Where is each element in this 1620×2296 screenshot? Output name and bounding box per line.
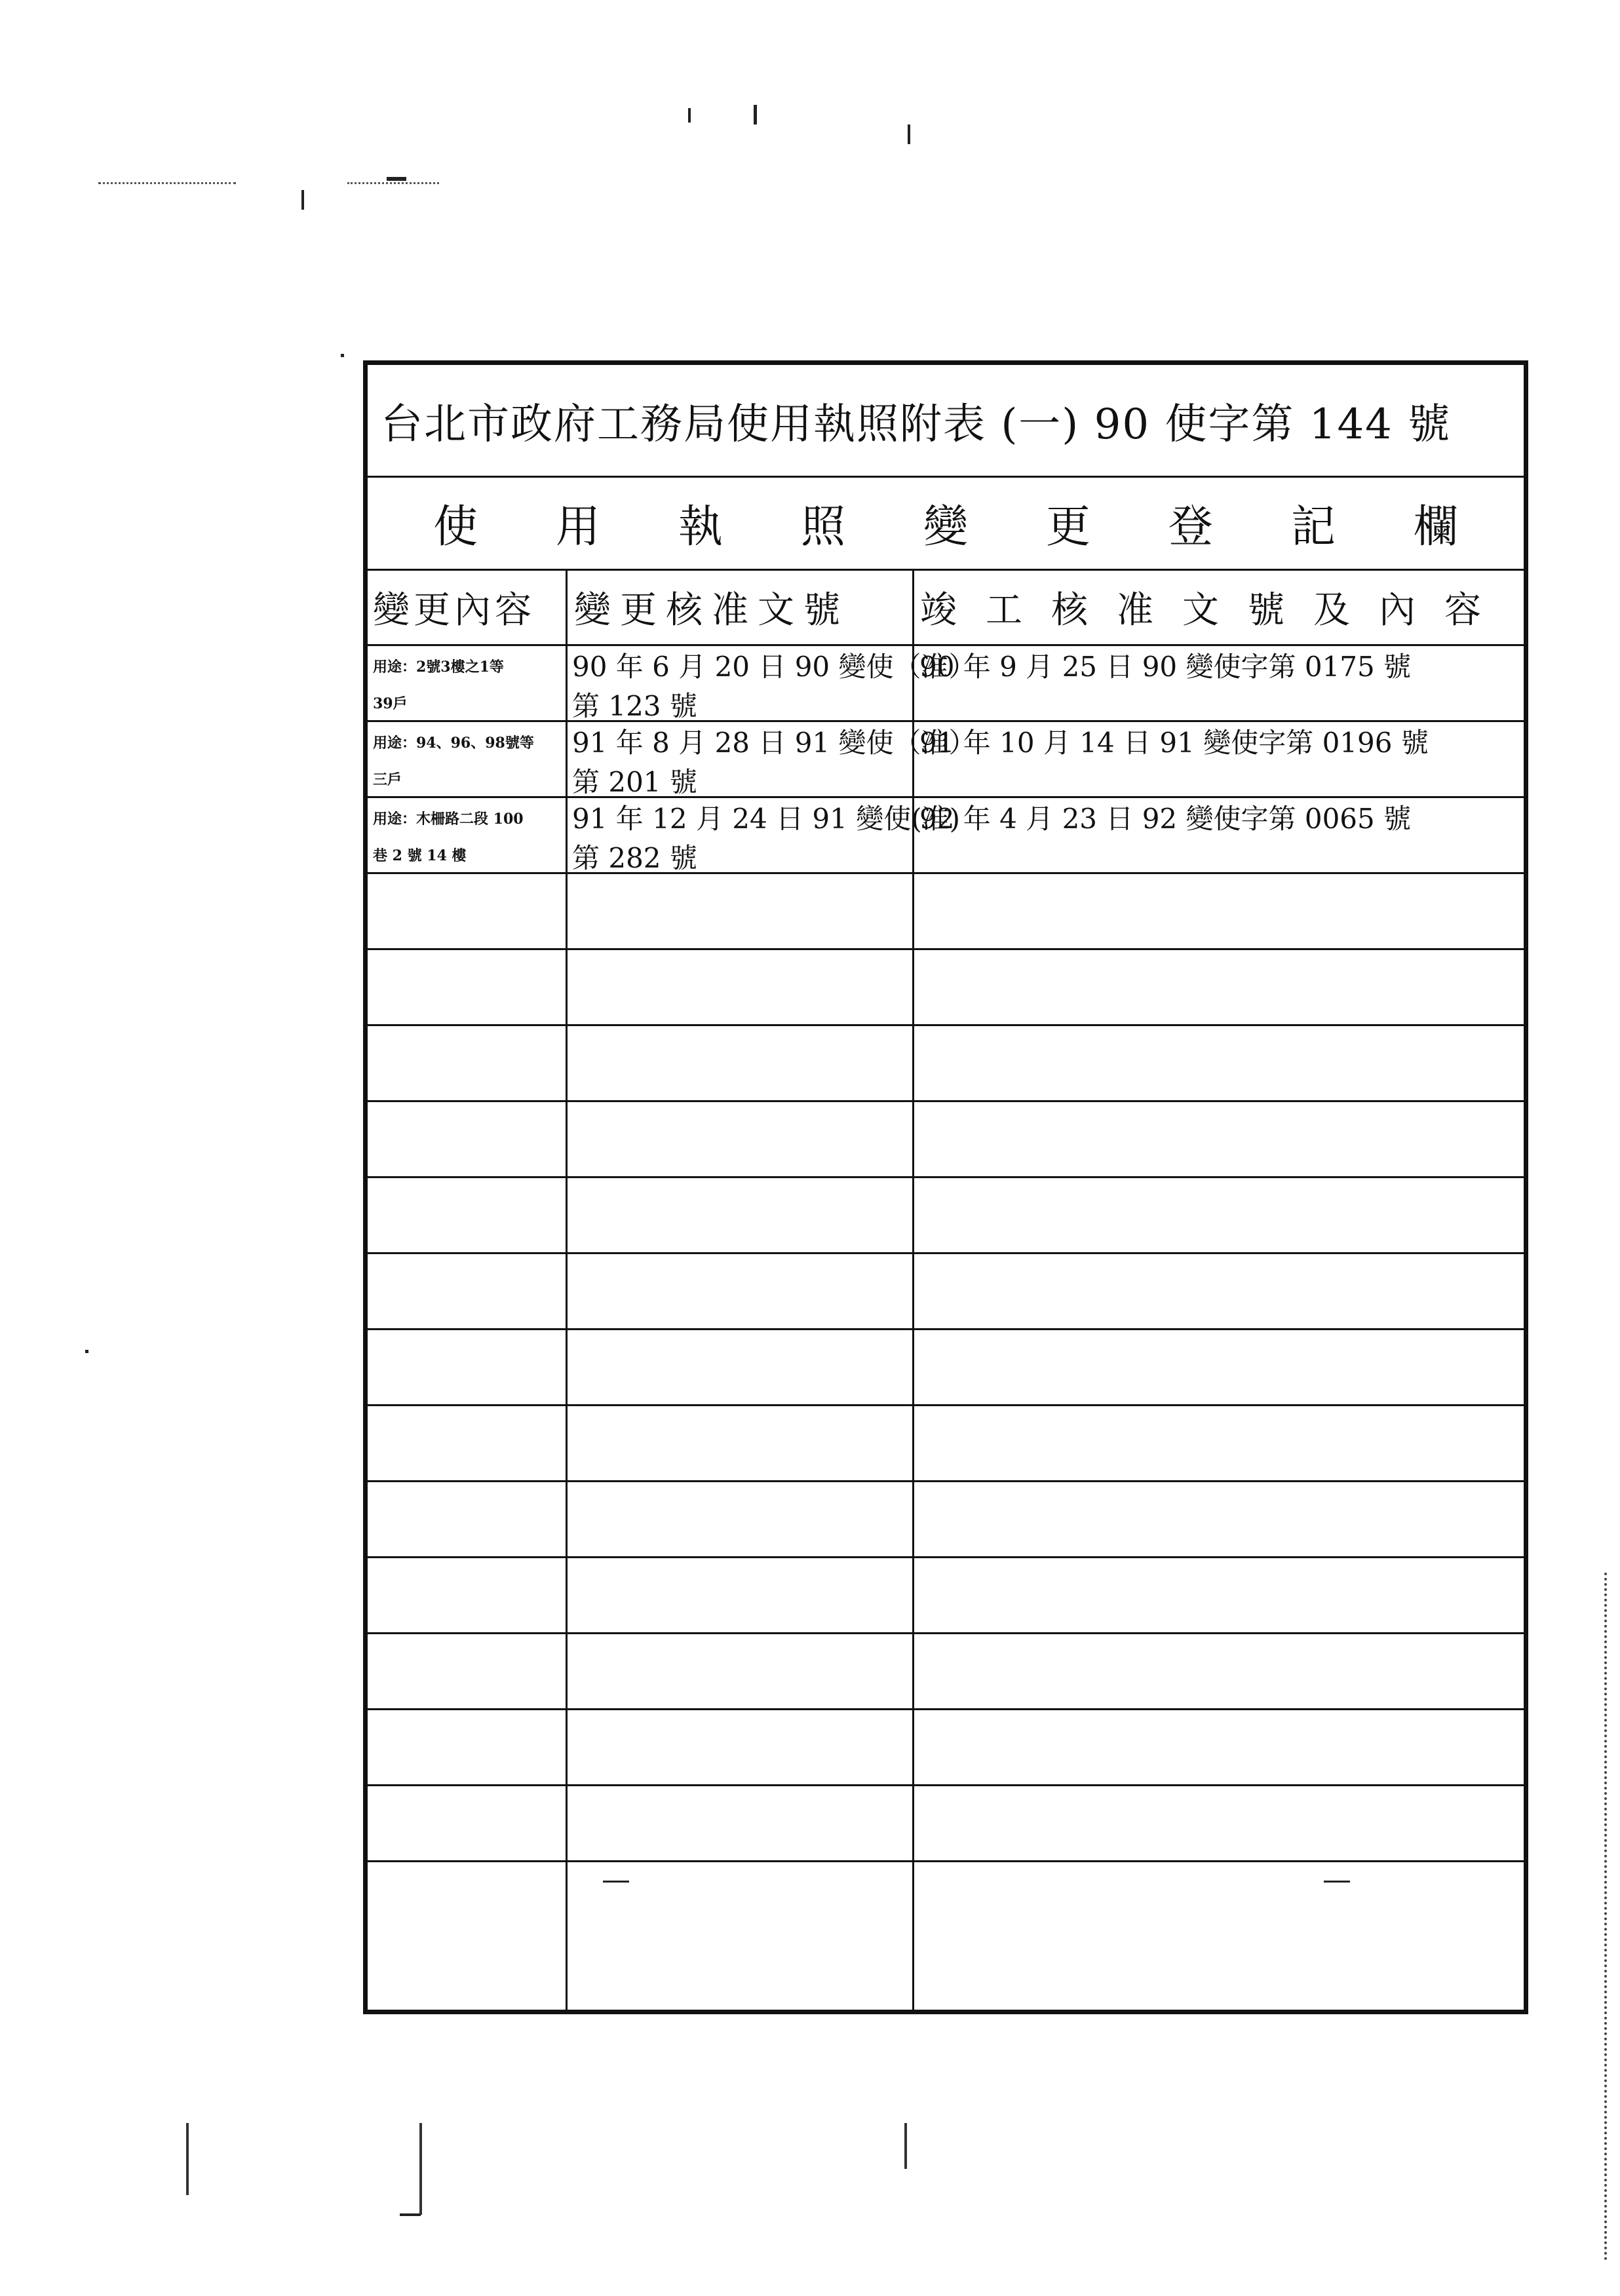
table-row-empty xyxy=(368,1634,1524,1710)
table-row xyxy=(368,722,1524,798)
scan-artifact xyxy=(754,105,757,124)
table-row-empty xyxy=(368,874,1524,950)
subtitle-char: 登 xyxy=(1168,501,1213,553)
scan-artifact xyxy=(688,108,691,123)
table-row-empty xyxy=(368,1482,1524,1558)
cell-line: 用途：木柵路二段 100 xyxy=(373,811,524,828)
scan-artifact xyxy=(904,2123,907,2169)
completion-approval-cell xyxy=(919,646,1526,720)
subtitle-char: 更 xyxy=(1045,501,1090,553)
approval-number-cell xyxy=(572,798,960,874)
table-row-empty xyxy=(368,1026,1524,1102)
approval-number-cell xyxy=(572,722,976,798)
cell-line: 39戶 xyxy=(373,695,408,712)
completion-approval-cell xyxy=(919,798,1526,872)
subtitle-char: 記 xyxy=(1290,501,1336,553)
table-row-empty xyxy=(368,1178,1524,1254)
table-row xyxy=(368,646,1524,722)
table-row-empty xyxy=(368,1102,1524,1178)
scan-artifact xyxy=(419,2123,422,2215)
change-content-cell xyxy=(373,798,564,872)
form-subtitle xyxy=(368,478,1524,571)
scan-edge xyxy=(1604,1573,1612,2261)
subtitle-char: 變 xyxy=(923,501,968,553)
cell-line: 用途：94、96、98號等 xyxy=(373,735,534,752)
scan-artifact xyxy=(908,124,910,144)
table-row-empty xyxy=(368,1406,1524,1482)
scan-artifact xyxy=(341,354,344,357)
cell-line: 90 年 6 月 20 日 90 變使（准） xyxy=(572,651,976,683)
table-row-empty xyxy=(368,1786,1524,1862)
cell-line: 巷 2 號 14 樓 xyxy=(373,847,467,864)
subtitle-char: 使 xyxy=(433,501,478,553)
table-row-empty xyxy=(368,1862,1524,1938)
scan-artifact xyxy=(186,2123,189,2195)
cell-line: 第 282 號 xyxy=(572,842,697,874)
completion-approval-cell xyxy=(919,722,1526,796)
table-row-empty xyxy=(368,1330,1524,1406)
table-row-empty xyxy=(368,1558,1524,1634)
cell-line: 91 年 8 月 28 日 91 變使（准） xyxy=(572,727,976,759)
subtitle-char: 照 xyxy=(800,501,845,553)
subtitle-char: 執 xyxy=(678,501,723,553)
column-header-change-content: 變更內容 xyxy=(373,589,535,632)
cell-line: 91 年 12 月 24 日 91 變使(准) xyxy=(572,803,960,835)
table-header xyxy=(368,571,1524,646)
cell-line: 用途：2號3樓之1等 xyxy=(373,659,504,676)
table-row xyxy=(368,798,1524,874)
table-row-empty xyxy=(368,1254,1524,1330)
cell-line: 三戶 xyxy=(373,771,402,788)
scan-artifact xyxy=(347,182,439,184)
form-title-text: 台北市政府工務局使用執照附表 (一) 90 使字第 144 號 xyxy=(381,400,1452,449)
scan-artifact xyxy=(387,177,406,181)
cell-line: 第 201 號 xyxy=(572,766,697,798)
table-row-empty xyxy=(368,1710,1524,1786)
column-header-completion-approval: 竣工核准文號及內容 xyxy=(920,589,1510,632)
form-title xyxy=(368,365,1524,478)
cell-line: 第 123 號 xyxy=(572,690,697,722)
scan-artifact xyxy=(85,1350,88,1353)
cell-line: 91 年 10 月 14 日 91 變使字第 0196 號 xyxy=(919,727,1429,759)
column-header-approval-number: 變更核准文號 xyxy=(574,589,849,632)
cell-line: 90 年 9 月 25 日 90 變使字第 0175 號 xyxy=(919,651,1412,683)
change-register-form xyxy=(363,360,1528,2014)
change-content-cell xyxy=(373,722,564,796)
scan-artifact xyxy=(301,190,304,210)
subtitle-char: 用 xyxy=(555,501,600,553)
scan-artifact xyxy=(400,2213,421,2216)
cell-line: 92 年 4 月 23 日 92 變使字第 0065 號 xyxy=(919,803,1412,835)
scan-artifact xyxy=(98,182,236,184)
subtitle-char: 欄 xyxy=(1413,501,1458,553)
change-content-cell xyxy=(373,646,564,720)
approval-number-cell xyxy=(572,646,976,722)
table-body xyxy=(368,646,1524,2010)
table-row-empty xyxy=(368,950,1524,1026)
